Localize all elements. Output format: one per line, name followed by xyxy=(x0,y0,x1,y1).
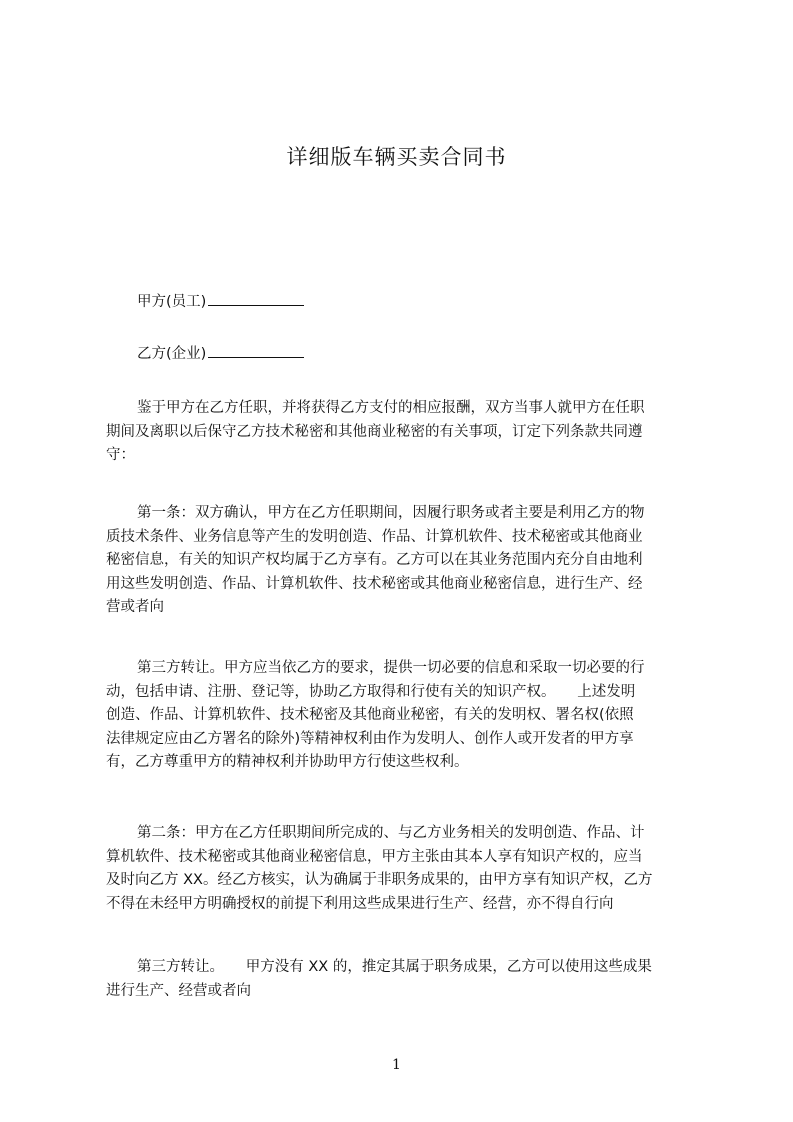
paragraph-line: 算机软件、技术秘密或其他商业秘密信息，甲方主张由其本人享有知识产权的，应当 xyxy=(106,848,643,865)
party-b-label: 乙方(企业) xyxy=(137,346,207,362)
moral-rights-paragraph xyxy=(106,657,702,775)
document-title: 详细版车辆买卖合同书 xyxy=(286,145,507,169)
presumption-paragraph xyxy=(106,956,702,1003)
party-a-field xyxy=(137,291,304,312)
paragraph-line: 鉴于甲方在乙方任职，并将获得乙方支付的相应报酬，双方当事人就甲方在任职 xyxy=(137,400,645,416)
paragraph-line: 创造、作品、计算机软件、技术秘密及其他商业秘密，有关的发明权、署名权(依照 xyxy=(106,707,634,723)
paragraph-line: 期间及离职以后保守乙方技术秘密和其他商业秘密的有关事项，订定下列条款共同遵 xyxy=(106,423,643,440)
preamble-paragraph xyxy=(106,397,702,468)
paragraph-line: 用这些发明创造、作品、计算机软件、技术秘密或其他商业秘密信息，进行生产、经 xyxy=(106,575,643,592)
paragraph-line: 质技术条件、业务信息等产生的发明创造、作品、计算机软件、技术秘密或其他商业 xyxy=(106,528,643,545)
paragraph-line: 秘密信息，有关的知识产权均属于乙方享有。乙方可以在其业务范围内充分自由地利 xyxy=(106,552,643,568)
article-2-paragraph xyxy=(106,822,702,916)
paragraph-line: 第一条：双方确认，甲方在乙方任职期间，因履行职务或者主要是利用乙方的物 xyxy=(137,505,645,521)
party-a-label: 甲方(员工) xyxy=(137,294,207,310)
paragraph-line: 第二条：甲方在乙方任职期间所完成的、与乙方业务相关的发明创造、作品、计 xyxy=(137,825,645,841)
party-b-field xyxy=(137,343,304,364)
paragraph-line: 动，包括申请、注册、登记等，协助乙方取得和行使有关的知识产权。 上述发明 xyxy=(106,683,636,700)
paragraph-line: 第三方转让。甲方应当依乙方的要求，提供一切必要的信息和采取一切必要的行 xyxy=(137,660,645,676)
party-b-blank-line xyxy=(208,343,304,358)
paragraph-line: 营或者向 xyxy=(106,599,164,615)
paragraph-line: 有，乙方尊重甲方的精神权利并协助甲方行使这些权利。 xyxy=(106,754,469,770)
page-number: 1 xyxy=(392,1057,401,1073)
paragraph-line: 守： xyxy=(106,447,135,463)
paragraph-line: 法律规定应由乙方署名的除外)等精神权利由作为发明人、创作人或开发者的甲方享 xyxy=(106,730,634,747)
paragraph-line: 第三方转让。 甲方没有 XX 的，推定其属于职务成果，乙方可以使用这些成果 xyxy=(137,959,652,975)
paragraph-line: 及时向乙方 XX。经乙方核实，认为确属于非职务成果的，由甲方享有知识产权，乙方 xyxy=(106,872,653,888)
article-1-paragraph xyxy=(106,502,702,620)
party-a-blank-line xyxy=(208,291,304,306)
paragraph-line: 进行生产、经营或者向 xyxy=(106,982,251,999)
paragraph-line: 不得在未经甲方明确授权的前提下利用这些成果进行生产、经营，亦不得自行向 xyxy=(106,895,614,912)
